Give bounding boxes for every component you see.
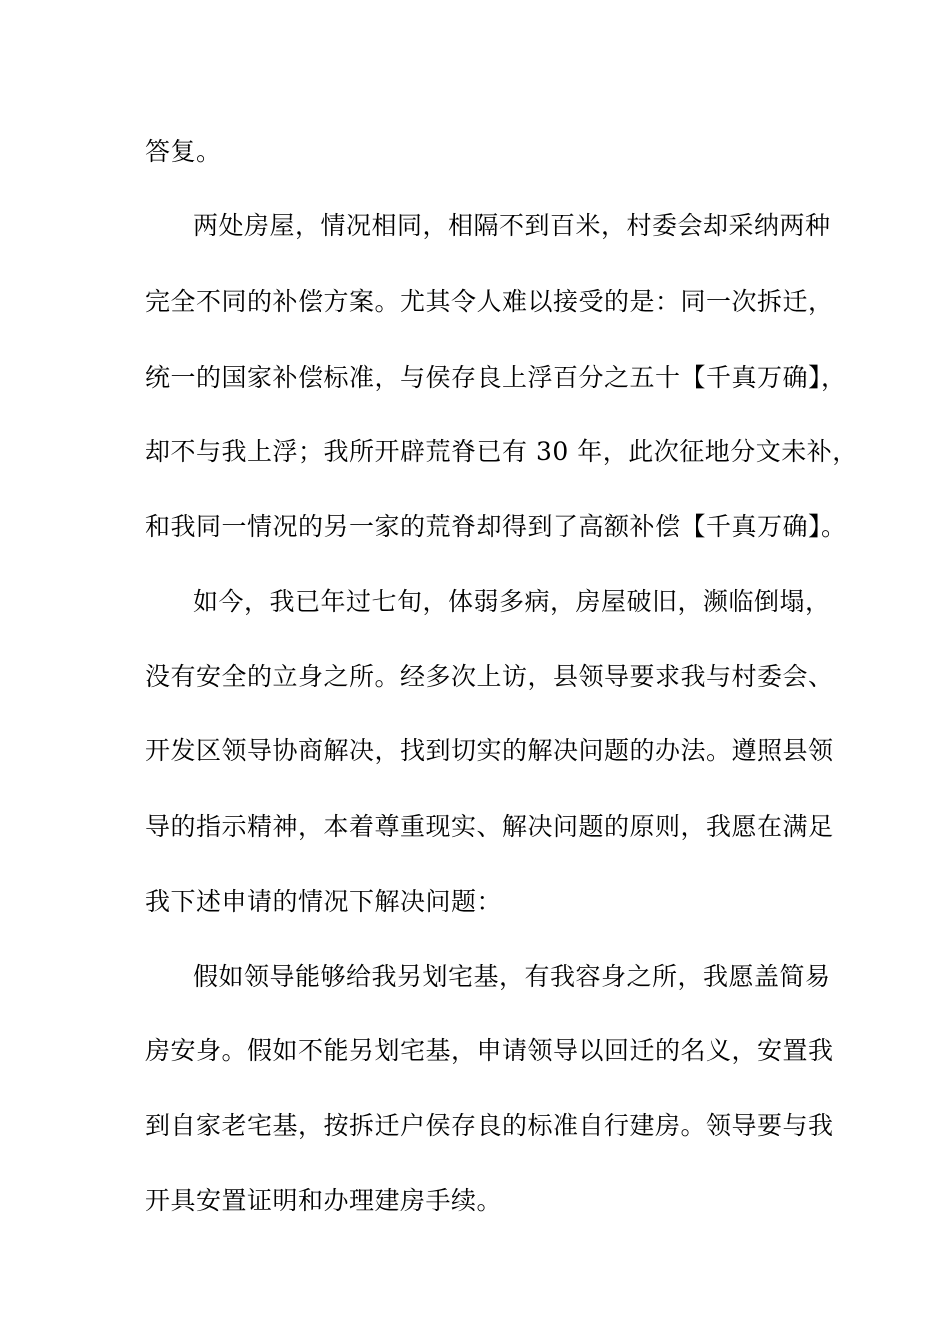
text-line: 导的指示精神，本着尊重现实、解决问题的原则，我愿在满足: [145, 812, 834, 841]
text-line: 没有安全的立身之所。经多次上访，县领导要求我与村委会、: [145, 662, 834, 691]
paragraph-first-line: 两处房屋，情况相同，相隔不到百米，村委会却采纳两种: [193, 211, 831, 240]
text-line: 到自家老宅基，按拆迁户侯存良的标准自行建房。领导要与我: [145, 1111, 834, 1140]
text-line: 答复。: [145, 137, 222, 166]
text-line: 和我同一情况的另一家的荒脊却得到了高额补偿【千真万确】。: [145, 512, 847, 541]
text-line: 统一的国家补偿标准，与侯存良上浮百分之五十【千真万确】，: [145, 363, 847, 392]
text-line: 开发区领导协商解决，找到切实的解决问题的办法。遵照县领: [145, 736, 834, 765]
paragraph-first-line: 如今，我已年过七旬，体弱多病，房屋破旧，濒临倒塌，: [193, 587, 831, 616]
text-line: 开具安置证明和办理建房手续。: [145, 1186, 503, 1215]
text-line: 我下述申请的情况下解决问题：: [145, 887, 503, 916]
text-line: 完全不同的补偿方案。尤其令人难以接受的是：同一次拆迁，: [145, 287, 834, 316]
paragraph-first-line: 假如领导能够给我另划宅基，有我容身之所，我愿盖简易: [193, 962, 831, 991]
text-line: 房安身。假如不能另划宅基，申请领导以回迁的名义，安置我: [145, 1036, 834, 1065]
text-line: 却不与我上浮；我所开辟荒脊已有 30 年，此次征地分文未补，: [145, 437, 858, 466]
